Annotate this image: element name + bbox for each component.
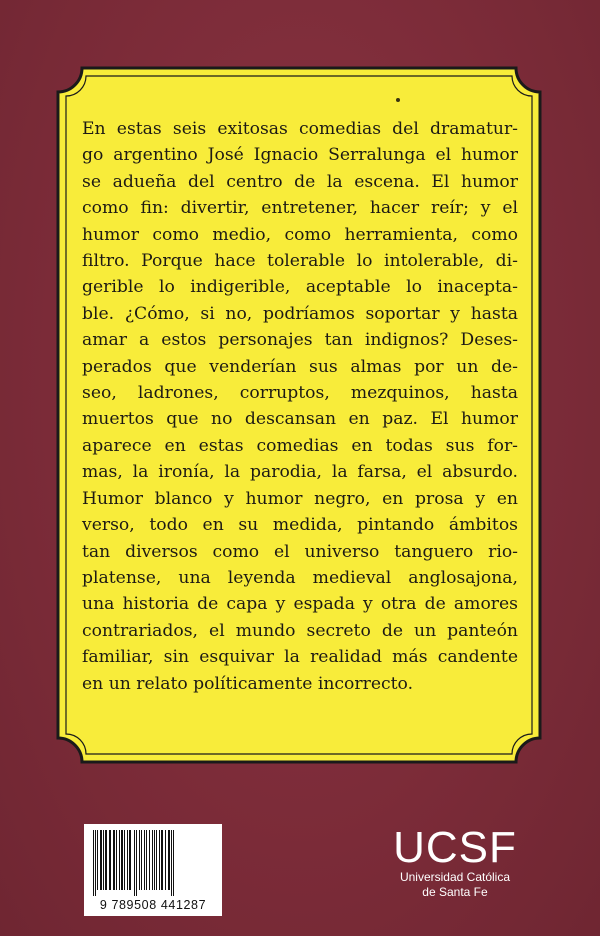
blurb-line: ble. ¿Cómo, si no, podríamos soportar y hasta (82, 303, 518, 324)
blurb-line: platense, una leyenda medieval anglosajona, (82, 567, 518, 588)
blurb-line: perados que venderían sus almas por un de- (82, 356, 518, 377)
barcode-bar (103, 830, 104, 890)
blurb-line: se adueña del centro de la escena. El humor (82, 171, 518, 192)
barcode-bar (136, 830, 137, 896)
barcode-bar (93, 830, 94, 896)
isbn-barcode (84, 824, 222, 916)
publisher-logo (380, 823, 530, 900)
blurb-line: Humor blanco y humor negro, en prosa y en (82, 488, 518, 509)
barcode-bar (116, 830, 117, 890)
blurb-line: En estas seis exitosas comedias del dramatur- (82, 119, 518, 139)
barcode-bar (134, 830, 135, 896)
barcode-bar (127, 830, 128, 890)
blurb-line: go argentino José Ignacio Serralunga el humor (82, 145, 518, 166)
barcode-bar (149, 830, 150, 890)
barcode-bar (152, 830, 153, 890)
barcode-bar (141, 830, 142, 890)
barcode-bar (119, 830, 120, 890)
barcode-bar (95, 830, 96, 896)
blurb-line: mas, la ironía, la parodia, la farsa, el absurdo. (82, 462, 518, 483)
blurb-line: seo, ladrones, corruptos, mezquinos, hasta (82, 383, 518, 404)
barcode-bar (97, 830, 98, 890)
blurb-line: gerible lo indigerible, aceptable lo inacepta- (82, 277, 518, 298)
blurb-line: como fin: divertir, entretener, hacer reír; y el (82, 198, 518, 219)
isbn-number: 9 789508 441287 (99, 898, 207, 912)
blurb-line: amar a estos personajes tan indignos? Deses- (82, 330, 518, 351)
barcode-bar (144, 830, 145, 890)
blurb-line: filtro. Porque hace tolerable lo intolerable, di- (82, 251, 518, 272)
barcode-bar (113, 830, 115, 890)
blurb-line: tan diversos como el universo tanguero rio- (82, 541, 518, 562)
print-dot (396, 98, 400, 102)
barcode-bar (124, 830, 125, 890)
blurb-line: contrariados, el mundo secreto de un panteón (82, 620, 518, 641)
blurb-line: en un relato políticamente incorrecto. (82, 673, 414, 694)
barcode-bar (121, 830, 123, 890)
publisher-name-line1: Universidad Católica (399, 870, 511, 884)
barcode-bar (105, 830, 107, 890)
barcode-bar (173, 830, 174, 896)
barcode-bar (156, 830, 157, 890)
barcode-bar (171, 830, 172, 896)
barcode-bar (146, 830, 147, 890)
barcode-bar (109, 830, 111, 890)
barcode-bar (165, 830, 166, 890)
publisher-name-line2: de Santa Fe (422, 885, 488, 899)
blurb-line: verso, todo en su medida, pintando ámbitos (82, 515, 518, 536)
blurb-line: aparece en estas comedias en todas sus for- (82, 435, 518, 456)
barcode-bar (154, 830, 155, 890)
barcode-bar (129, 830, 131, 890)
barcode-bars (90, 830, 216, 896)
barcode-bar (161, 830, 163, 890)
back-cover-blurb (82, 116, 518, 697)
publisher-logo-mark: UCSF (393, 823, 517, 872)
barcode-bar (100, 830, 102, 890)
barcode-bar (139, 830, 140, 890)
blurb-line: familiar, sin esquivar la realidad más candente (82, 647, 518, 668)
blurb-line: una historia de capa y espada y otra de amores (82, 594, 518, 615)
blurb-line: humor como medio, como herramienta, como (82, 224, 518, 245)
barcode-bar (168, 830, 170, 890)
blurb-line: muertos que no descansan en paz. El humor (82, 409, 518, 430)
barcode-bar (159, 830, 160, 890)
